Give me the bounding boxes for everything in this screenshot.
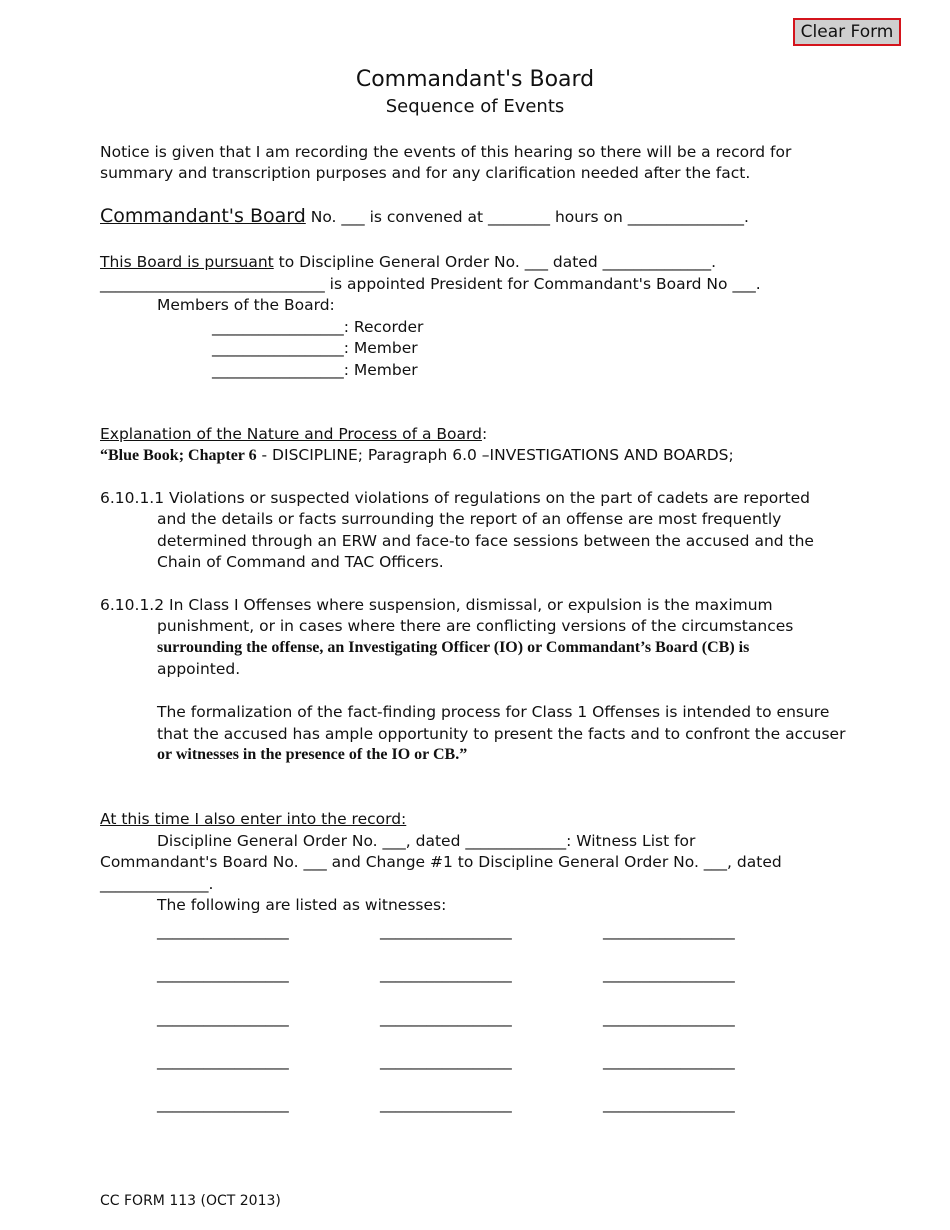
board-number-field[interactable]: ___	[341, 208, 365, 226]
explanation-heading: Explanation of the Nature and Process of a Board	[100, 425, 482, 443]
convened-line	[100, 205, 749, 227]
hours-field[interactable]: ________	[488, 208, 551, 226]
citation-line	[100, 446, 734, 465]
witness-field[interactable]: _________________	[157, 1095, 289, 1113]
para-6-10-1-1-line-3: determined through an ERW and face-to face sessions between the accused and the	[157, 532, 814, 550]
witness-field[interactable]: _________________	[157, 1052, 289, 1070]
para-6-10-1-2-line-3: surrounding the offense, an Investigating Officer (IO) or Commandant’s Board (CB) is	[157, 639, 750, 656]
member-2-name-field[interactable]: _________________	[212, 361, 344, 379]
commandants-board-label: Commandant's Board	[100, 205, 306, 227]
president-text: is appointed President for Commandant's Board No	[324, 275, 733, 293]
record-line-2: Commandant's Board No. ___ and Change #1 to Discipline General Order No. ___, dated	[100, 853, 782, 871]
witness-field[interactable]: _________________	[380, 1095, 512, 1113]
explanation-colon: :	[481, 425, 488, 443]
witness-field[interactable]: _________________	[380, 1009, 512, 1027]
witness-heading: The following are listed as witnesses:	[157, 896, 447, 914]
witness-field[interactable]: _________________	[380, 1052, 512, 1070]
member-role: : Member	[343, 361, 418, 379]
explanation-heading-line	[100, 425, 487, 443]
witness-field[interactable]: _________________	[380, 965, 512, 983]
record-heading: At this time I also enter into the record:	[100, 810, 407, 828]
member-row-2	[212, 361, 418, 379]
notice-line-2: summary and transcription purposes and for any clarification needed after the fact.	[100, 164, 751, 182]
pursuant-dated-text: dated	[547, 253, 603, 271]
pursuant-label: This Board is pursuant	[100, 253, 274, 271]
pursuant-end: .	[711, 253, 717, 271]
member-role: : Member	[343, 339, 418, 357]
pursuant-line	[100, 253, 716, 271]
witness-field[interactable]: _________________	[603, 1052, 735, 1070]
witness-field[interactable]: _________________	[603, 922, 735, 940]
record-line-1: Discipline General Order No. ___, dated _____________: Witness List for	[157, 832, 696, 850]
president-name-field[interactable]: _____________________________	[100, 275, 325, 293]
para-6-10-1-1-line-2: and the details or facts surrounding the report of an offense are most frequently	[157, 510, 782, 528]
recorder-name-field[interactable]: _________________	[212, 318, 344, 336]
witness-field[interactable]: _________________	[603, 965, 735, 983]
para-6-10-1-2-line-1: 6.10.1.2 In Class I Offenses where suspension, dismissal, or expulsion is the maximum	[100, 596, 773, 614]
pursuant-text: to Discipline General Order No.	[273, 253, 525, 271]
para-6-10-1-1-line-1: 6.10.1.1 Violations or suspected violations of regulations on the part of cadets are reported	[100, 489, 811, 507]
notice-line-1: Notice is given that I am recording the events of this hearing so there will be a record for	[100, 143, 792, 161]
convened-end: .	[743, 208, 749, 226]
order-date-field[interactable]: ______________	[602, 253, 712, 271]
member-1-name-field[interactable]: _________________	[212, 339, 344, 357]
convened-date-field[interactable]: _______________	[627, 208, 744, 226]
members-heading: Members of the Board:	[157, 296, 335, 314]
president-board-number-field[interactable]: ___	[732, 275, 756, 293]
formalization-line-2: that the accused has ample opportunity to present the facts and to confront the accuser	[157, 725, 846, 743]
witness-field[interactable]: _________________	[380, 922, 512, 940]
para-6-10-1-2-line-2: punishment, or in cases where there are conflicting versions of the circumstances	[157, 617, 794, 635]
page-subtitle: Sequence of Events	[385, 96, 565, 117]
convened-no-text: No.	[305, 208, 342, 226]
order-number-field[interactable]: ___	[524, 253, 548, 271]
witness-field[interactable]: _________________	[157, 922, 289, 940]
citation-bold: “Blue Book; Chapter 6	[100, 447, 257, 464]
member-row-recorder	[212, 318, 423, 336]
president-end: .	[755, 275, 761, 293]
member-role: : Recorder	[343, 318, 424, 336]
form-id-footer: CC FORM 113 (OCT 2013)	[100, 1193, 281, 1209]
convened-at-text: is convened at	[364, 208, 489, 226]
formalization-line-3: or witnesses in the presence of the IO or CB.”	[157, 746, 468, 763]
clear-form-button[interactable]: Clear Form	[793, 18, 901, 46]
hours-on-text: hours on	[550, 208, 628, 226]
para-6-10-1-1-line-4: Chain of Command and TAC Officers.	[157, 553, 444, 571]
record-line-3: ______________.	[100, 875, 214, 893]
para-6-10-1-2-line-4: appointed.	[157, 660, 241, 678]
witness-field[interactable]: _________________	[157, 965, 289, 983]
witness-field[interactable]: _________________	[157, 1009, 289, 1027]
page-title: Commandant's Board	[355, 67, 595, 92]
witness-field[interactable]: _________________	[603, 1009, 735, 1027]
citation-rest: - DISCIPLINE; Paragraph 6.0 –INVESTIGATIONS AND BOARDS;	[256, 446, 734, 464]
formalization-line-1: The formalization of the fact-finding process for Class 1 Offenses is intended to ensure	[157, 703, 830, 721]
witness-field[interactable]: _________________	[603, 1095, 735, 1113]
member-row-1	[212, 339, 418, 357]
president-line	[100, 275, 761, 293]
